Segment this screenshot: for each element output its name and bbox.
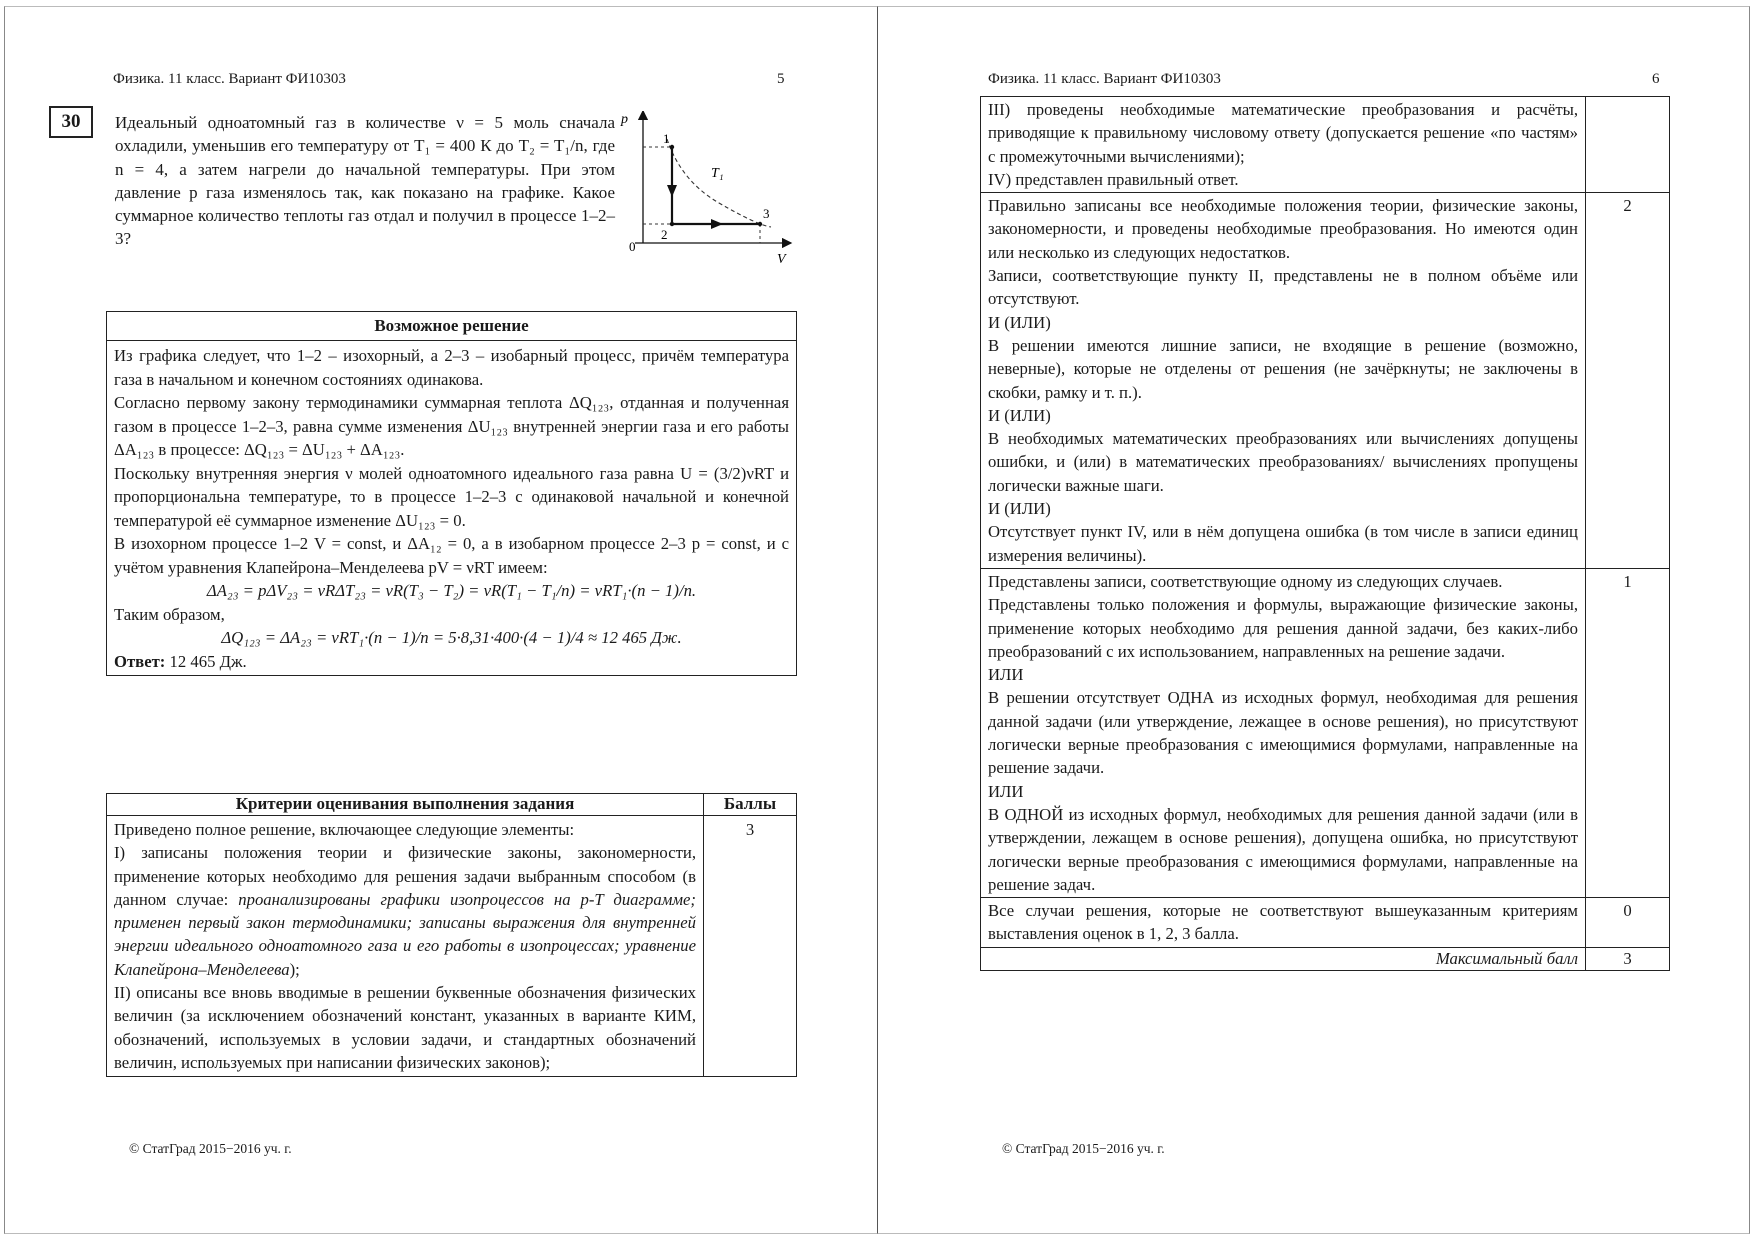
criteria-table-right [980, 96, 1670, 971]
criterion-3-continued: III) проведены необходимые математические преобразования и расчёты, приводящие к правильному числовому ответу (допускается решение «по частям» с промежуточными вычислениями); IV) представлен правильный ответ. [981, 97, 1586, 193]
footer-copyright: © СтатГрад 2015−2016 уч. г. [1002, 1141, 1165, 1156]
solution-table [106, 311, 797, 676]
solution-paragraph: Таким образом, [114, 604, 225, 624]
arrow-right [711, 219, 723, 229]
criterion-2-text: Правильно записаны все необходимые положения теории, физические законы, закономерности, и проведены необходимые преобразования. Но имеются один или несколько из следующих недостатков. Записи, соответствующие пункту II, представлены не в полном объёме или отсутствуют. И (ИЛИ) В решении имеются лишние записи, не входящие в решение (возможно, неверные), которые не отделены от решения (не зачёркнуты; не заключены в скобки, рамку и т. п.). И (ИЛИ) В необходимых математических преобразованиях или вычислениях допущены ошибки, и (или) в математических преобразованиях/ вычислениях пропущены логически важные шаги. И (ИЛИ) Отсутствует пункт IV, или в нём допущена ошибка (в том числе в записи единиц измерения величины). [981, 193, 1586, 569]
criterion-3-points: 3 [704, 816, 797, 1077]
page-number: 6 [1652, 71, 1660, 87]
question-text: Идеальный одноатомный газ в количестве ν = 5 моль сначала охладили, уменьшив его температуру от T₁ = 400 К до T₂ = T₁/n, где n = 4, а затем нагрели до начальной температуры. При этом давление p газа изменялось так, как показано на графике. Какое суммарное количество теплоты газ отдал и получил в процессе 1–2–3? [115, 113, 615, 249]
criterion-2-points: 2 [1586, 193, 1670, 569]
p-axis-label: p [621, 112, 628, 127]
solution-body [107, 341, 797, 676]
criterion-3-points-cell [1586, 97, 1670, 193]
criteria-table-left [106, 793, 797, 1077]
point-3-label: 3 [763, 206, 770, 221]
criteria-header: Критерии оценивания выполнения задания [107, 794, 704, 816]
solution-paragraph: Из графика следует, что 1–2 – изохорный, а 2–3 – изобарный процесс, причём температура газа в начальном и конечном состояниях одинакова. [114, 346, 789, 389]
state-point-2 [670, 222, 674, 226]
page-header-title: Физика. 11 класс. Вариант ФИ10303 [988, 71, 1221, 87]
answer-line [114, 650, 789, 674]
criterion-1-text: Представлены записи, соответствующие одному из следующих случаев. Представлены только положения и формулы, выражающие физические законы, применение которых необходимо для решения данной задачи, без каких-либо преобразований с их использованием, направленных на решение задачи. ИЛИ В решении отсутствует ОДНА из исходных формул, необходимая для решения данной задачи (или утверждение, лежащее в основе решения), но присутствуют логически верные преобразования с имеющимися формулами, направленные на решение задачи. ИЛИ В ОДНОЙ из исходных формул, необходимых для решения данной задачи (или в утверждении, лежащем в основе решения), допущена ошибка, но присутствуют логически верные преобразования с имеющимися формулами, направленные на решение задач. [981, 568, 1586, 897]
answer-label: Ответ: [114, 651, 166, 671]
solution-header: Возможное решение [107, 312, 797, 341]
point-1-label: 1 [663, 131, 670, 146]
max-score-label: Максимальный балл [981, 947, 1586, 970]
max-score-value: 3 [1586, 947, 1670, 970]
point-2-label: 2 [661, 227, 668, 242]
isotherm-label: T₁ [711, 166, 724, 181]
isotherm-curve [667, 139, 771, 227]
arrow-down [667, 185, 677, 197]
left-page [4, 6, 877, 1234]
formula-work: ΔA₂₃ = pΔV₂₃ = νRΔT₂₃ = νR(T₃ − T₂) = νR(T₁ − T₁/n) = νRT₁·(n − 1)/n. [206, 581, 697, 600]
solution-paragraph: Согласно первому закону термодинамики суммарная теплота ΔQ₁₂₃, отданная и полученная газом в процессе 1–2–3, равна сумме изменения ΔU₁₂₃ внутренней энергии газа и его работы ΔA₁₂₃ в процессе: ΔQ₁₂₃ = ΔU₁₂₃ + ΔA₁₂₃. [114, 393, 789, 459]
state-point-1 [670, 145, 674, 149]
points-header: Баллы [704, 794, 797, 816]
origin-label: 0 [629, 239, 636, 254]
footer-copyright: © СтатГрад 2015−2016 уч. г. [129, 1141, 292, 1156]
criterion-0-text: Все случаи решения, которые не соответствуют вышеуказанным критериям выставления оценок в 1, 2, 3 балла. [981, 898, 1586, 948]
state-point-3 [758, 222, 762, 226]
solution-paragraph: В изохорном процессе 1–2 V = const, и ΔA₁₂ = 0, а в изобарном процессе 2–3 p = const, и с учётом уравнения Клапейрона–Менделеева pV = νRT имеем: [114, 534, 789, 577]
formula-heat: ΔQ₁₂₃ = ΔA₂₃ = νRT₁·(n − 1)/n = 5·8,31·400·(4 − 1)/4 ≈ 12 465 Дж. [221, 628, 682, 647]
page-number: 5 [777, 71, 785, 87]
pv-graph [619, 111, 799, 269]
criterion-3-text: Приведено полное решение, включающее следующие элементы: I) записаны положения теории и физические законы, закономерности, применение которых необходимо для решения задачи выбранным способом (в данном случае: проанализированы графики изопроцессов на p-T диаграмме; применен первый закон термодинамики; записаны выражения для внутренней энергии идеального одноатомного газа и его работы в изопроцессах; уравнение Клапейрона–Менделеева); II) описаны все вновь вводимые в решении буквенные обозначения физических величин (за исключением обозначений констант, указанных в варианте КИМ, обозначений, используемых в условии задачи, и стандартных обозначений величин, используемых при написании физических законов); [107, 816, 704, 1077]
answer-value: 12 465 Дж. [169, 651, 247, 671]
question-number: 30 [49, 106, 93, 138]
v-axis-label: V [777, 252, 786, 267]
criterion-1-points: 1 [1586, 568, 1670, 897]
page-header-title: Физика. 11 класс. Вариант ФИ10303 [113, 71, 346, 87]
solution-paragraph: Поскольку внутренняя энергия ν молей одноатомного идеального газа равна U = (3/2)νRT и пропорциональна температуре, то в процессе 1–2–3 с одинаковой начальной и конечной температурой её суммарное изменение ΔU₁₂₃ = 0. [114, 463, 789, 530]
criterion-0-points: 0 [1586, 898, 1670, 948]
